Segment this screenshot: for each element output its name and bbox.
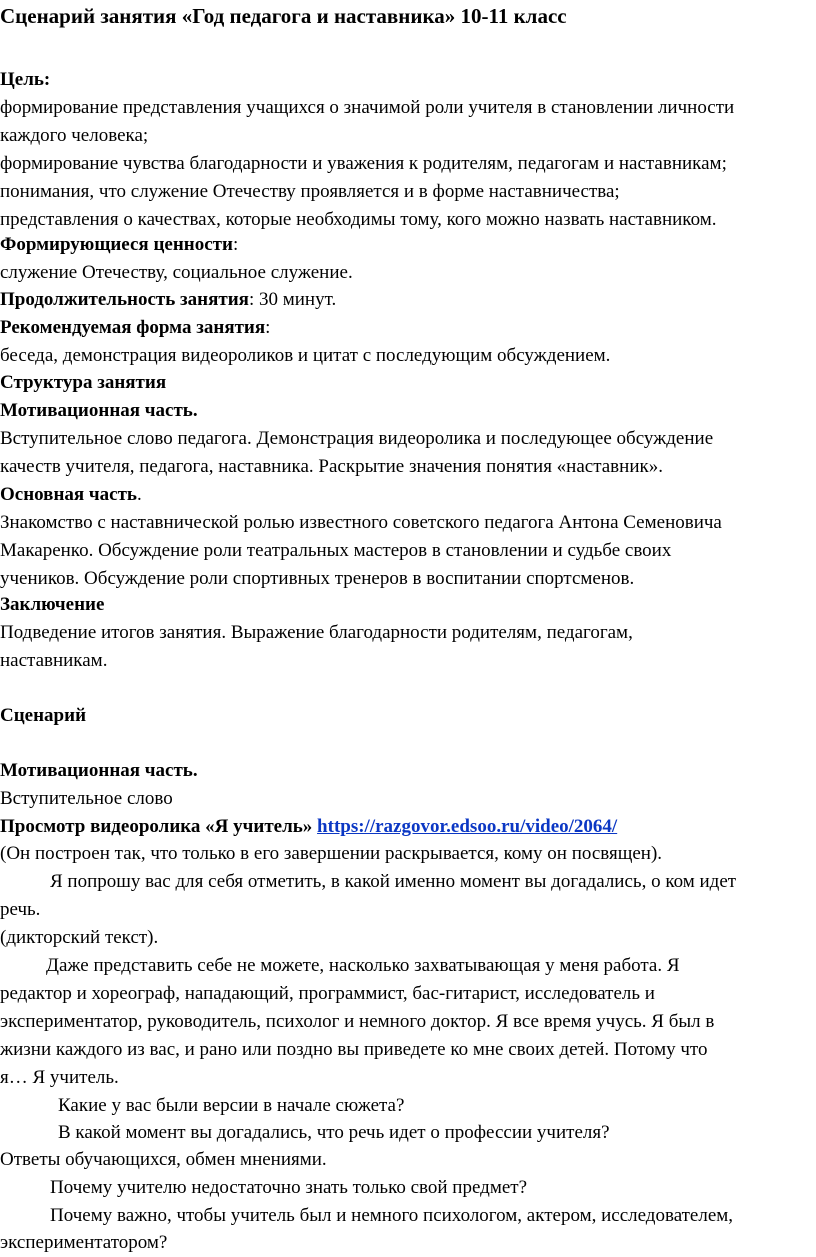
video-label: Просмотр видеоролика «Я учитель» <box>0 816 313 837</box>
scenario-line: я… Я учитель. <box>0 1067 119 1088</box>
goal-line: представления о качествах, которые необходимы тому, кого можно назвать наставником. <box>0 209 717 230</box>
scenario-line: Ответы обучающихся, обмен мнениями. <box>0 1149 327 1170</box>
structure-heading: Структура занятия <box>0 372 167 393</box>
video-link[interactable]: https://razgovor.edsoo.ru/video/2064/ <box>317 816 618 837</box>
goal-heading: Цель: <box>0 69 51 90</box>
goal-line: формирование чувства благодарности и уважения к родителям, педагогам и наставникам; <box>0 153 727 174</box>
scenario-line: редактор и хореограф, нападающий, программист, бас-гитарист, исследователь и <box>0 983 655 1004</box>
scenario-line: экспериментатор, руководитель, психолог и немного доктор. Я все время учусь. Я был в <box>0 1011 715 1032</box>
values-heading <box>0 231 238 259</box>
video-line <box>0 813 617 841</box>
structure-main-line: учеников. Обсуждение роли спортивных тренеров в воспитании спортсменов. <box>0 568 635 589</box>
scenario-line: Почему учителю недостаточно знать только свой предмет? <box>50 1177 528 1198</box>
goal-line: понимания, что служение Отечеству проявляется и в форме наставничества; <box>0 181 620 202</box>
form-label: Рекомендуемая форма занятия <box>0 317 266 338</box>
scenario-line: жизни каждого из вас, и рано или поздно вы приведете ко мне своих детей. Потому что <box>0 1039 708 1060</box>
scenario-heading: Сценарий <box>0 705 87 726</box>
scenario-line: В какой момент вы догадались, что речь идет о профессии учителя? <box>58 1122 610 1143</box>
form-text: беседа, демонстрация видеороликов и цитат с последующим обсуждением. <box>0 345 611 366</box>
structure-conclusion-line: наставникам. <box>0 650 108 671</box>
scenario-line: Даже представить себе не можете, насколько захватывающая у меня работа. Я <box>46 955 680 976</box>
structure-main-line: Макаренко. Обсуждение роли театральных мастеров в становлении и судьбе своих <box>0 540 672 561</box>
scenario-line: речь. <box>0 899 41 920</box>
values-text: служение Отечеству, социальное служение. <box>0 262 353 283</box>
duration-line <box>0 286 336 314</box>
scenario-motivation-heading: Мотивационная часть. <box>0 760 198 781</box>
scenario-line: (Он построен так, что только в его завершении раскрывается, кому он посвящен). <box>0 843 663 864</box>
scenario-line: (дикторский текст). <box>0 927 159 948</box>
scenario-line: Какие у вас были версии в начале сюжета? <box>58 1095 405 1116</box>
values-label: Формирующиеся ценности <box>0 234 233 255</box>
structure-conclusion-line: Подведение итогов занятия. Выражение благодарности родителям, педагогам, <box>0 622 633 643</box>
form-heading <box>0 314 270 342</box>
structure-motivation-line: Вступительное слово педагога. Демонстрация видеоролика и последующее обсуждение <box>0 428 714 449</box>
duration-label: Продолжительность занятия <box>0 289 249 310</box>
structure-main-heading <box>0 481 142 509</box>
document-title: Сценарий занятия «Год педагога и наставника» 10-11 класс <box>0 4 567 28</box>
scenario-line: Я попрошу вас для себя отметить, в какой именно момент вы догадались, о ком идет <box>50 871 737 892</box>
duration-value: : 30 минут. <box>248 289 337 310</box>
goal-line: каждого человека; <box>0 125 149 146</box>
structure-motivation-line: качеств учителя, педагога, наставника. Раскрытие значения понятия «наставник». <box>0 456 663 477</box>
scenario-line: Почему важно, чтобы учитель был и немного психологом, актером, исследователем, <box>50 1205 734 1226</box>
structure-main-dot: . <box>136 484 142 505</box>
values-separator: : <box>232 234 239 255</box>
structure-main-label: Основная часть <box>0 484 137 505</box>
scenario-line: экспериментатором? <box>0 1232 168 1253</box>
goal-line: формирование представления учащихся о значимой роли учителя в становлении личности <box>0 97 735 118</box>
form-separator: : <box>265 317 271 338</box>
structure-conclusion-heading: Заключение <box>0 594 105 615</box>
scenario-intro: Вступительное слово <box>0 788 173 809</box>
structure-main-line: Знакомство с наставнической ролью известного советского педагога Антона Семеновича <box>0 512 722 533</box>
structure-motivation-heading: Мотивационная часть. <box>0 400 198 421</box>
